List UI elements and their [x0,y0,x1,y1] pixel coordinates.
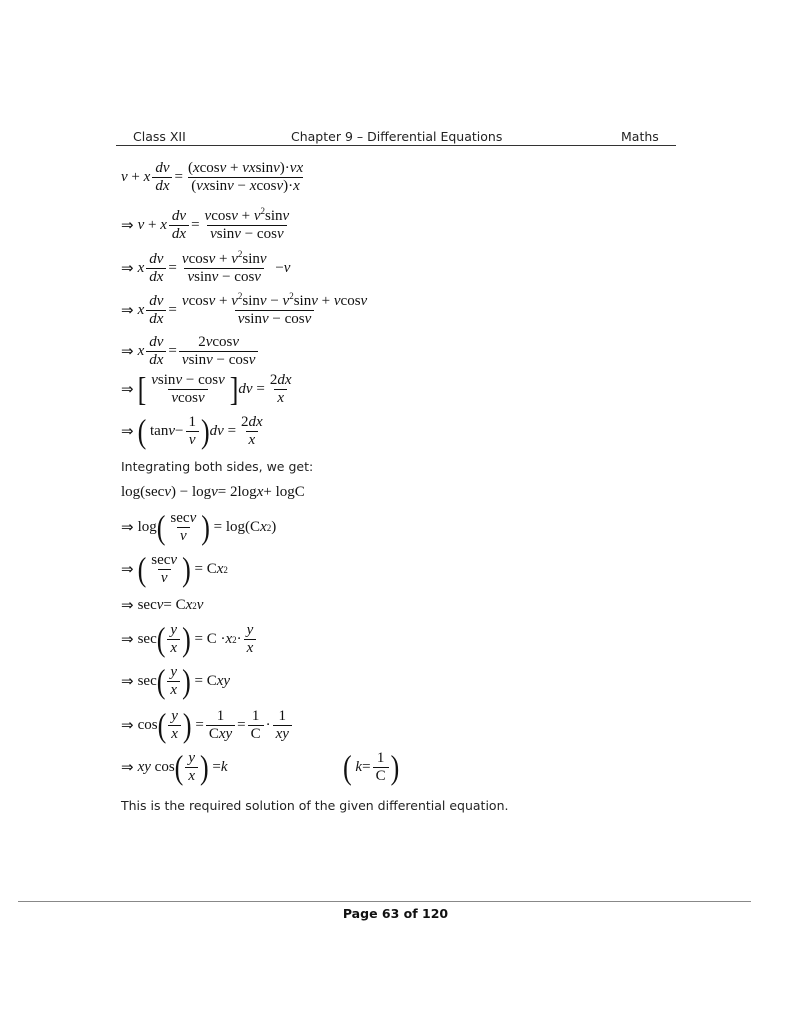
implies-arrow-icon: ⇒ [121,562,134,578]
equation-step-12: ⇒ sec ( $\frac{y}{x}$ ) = C · x 2 · $\frac{y}{x}$ [121,622,258,657]
implies-arrow-icon: ⇒ [121,520,134,536]
equation-step-6: ⇒ [ $\frac{vsinv - \cos v}{vcosv}$ ] dv = $\frac{2dx}{x}$ [121,370,292,408]
constant-note: ( k = $\frac{1}{C}$ ) [343,748,400,786]
implies-arrow-icon: ⇒ [121,261,134,277]
footer-divider [18,901,751,902]
equation-step-14: ⇒ cos ( $\frac{y}{x}$ ) = $\frac{1}{\text{Cxy}}$ = $\frac{1}{C}$ · $\frac{1}{xy}$ [121,708,294,743]
implies-arrow-icon: ⇒ [121,344,134,360]
integrating-text: Integrating both sides, we get: [121,459,314,474]
implies-arrow-icon: ⇒ [121,303,134,319]
implies-arrow-icon: ⇒ [121,598,134,614]
equation-step-5: ⇒ x $\frac{dv}{dx}$ = $\frac{2vcosv}{vsinv - \cos v}$ [121,334,260,369]
header-subject: Maths [621,129,659,144]
implies-arrow-icon: ⇒ [121,218,134,234]
equation-step-10: ⇒ ( $\frac{\sec v}{v}$ ) = C x 2 [121,550,228,588]
header-chapter: Chapter 9 – Differential Equations [291,129,503,144]
equation-step-1: v + x $\frac{dv}{dx}$ = $\frac{(xcosv + vxsinv)\cdot vx}{(vxsinv - xcosv)\cdot x}$ [121,160,304,194]
equation-step-2: ⇒ v + x $\frac{dv}{dx}$ = $\frac{vcosv + v^2\sin v}{vsinv - \cos v}$ [121,206,290,242]
equation-step-11: ⇒ sec v = C x 2 v [121,597,204,614]
equation-step-13: ⇒ sec ( $\frac{y}{x}$ ) = C xy [121,662,231,700]
header-class: Class XII [133,129,186,144]
implies-arrow-icon: ⇒ [121,718,134,734]
equation-step-3: ⇒ x $\frac{dv}{dx}$ = $\frac{vcosv + v^2\sin v}{vsinv - \cos v}$ − v [121,249,291,285]
equation-step-8: log(sec v ) − log v = 2log x + logC [121,484,305,500]
equation-step-15: ⇒ xy cos ( $\frac{y}{x}$ ) = k [121,748,228,786]
implies-arrow-icon: ⇒ [121,760,134,776]
equation-step-4: ⇒ x $\frac{dv}{dx}$ = $\frac{vcosv + v^2\sin v - v^2\sin v + vcosv}{vsinv - \cos v}$ [121,291,368,327]
header-divider [116,145,676,146]
implies-arrow-icon: ⇒ [121,632,134,648]
page-number: Page 63 of 120 [342,906,449,921]
equation-step-9: ⇒ log ( $\frac{\sec v}{v}$ ) = log(C x 2 ) [121,508,277,546]
implies-arrow-icon: ⇒ [121,382,134,398]
equation-step-7: ⇒ ( tan v − $\frac{1}{v}$ ) dv = $\frac{2dx}{x}$ [121,412,263,450]
implies-arrow-icon: ⇒ [121,674,134,690]
conclusion-text: This is the required solution of the given differential equation. [121,798,509,813]
implies-arrow-icon: ⇒ [121,424,134,440]
